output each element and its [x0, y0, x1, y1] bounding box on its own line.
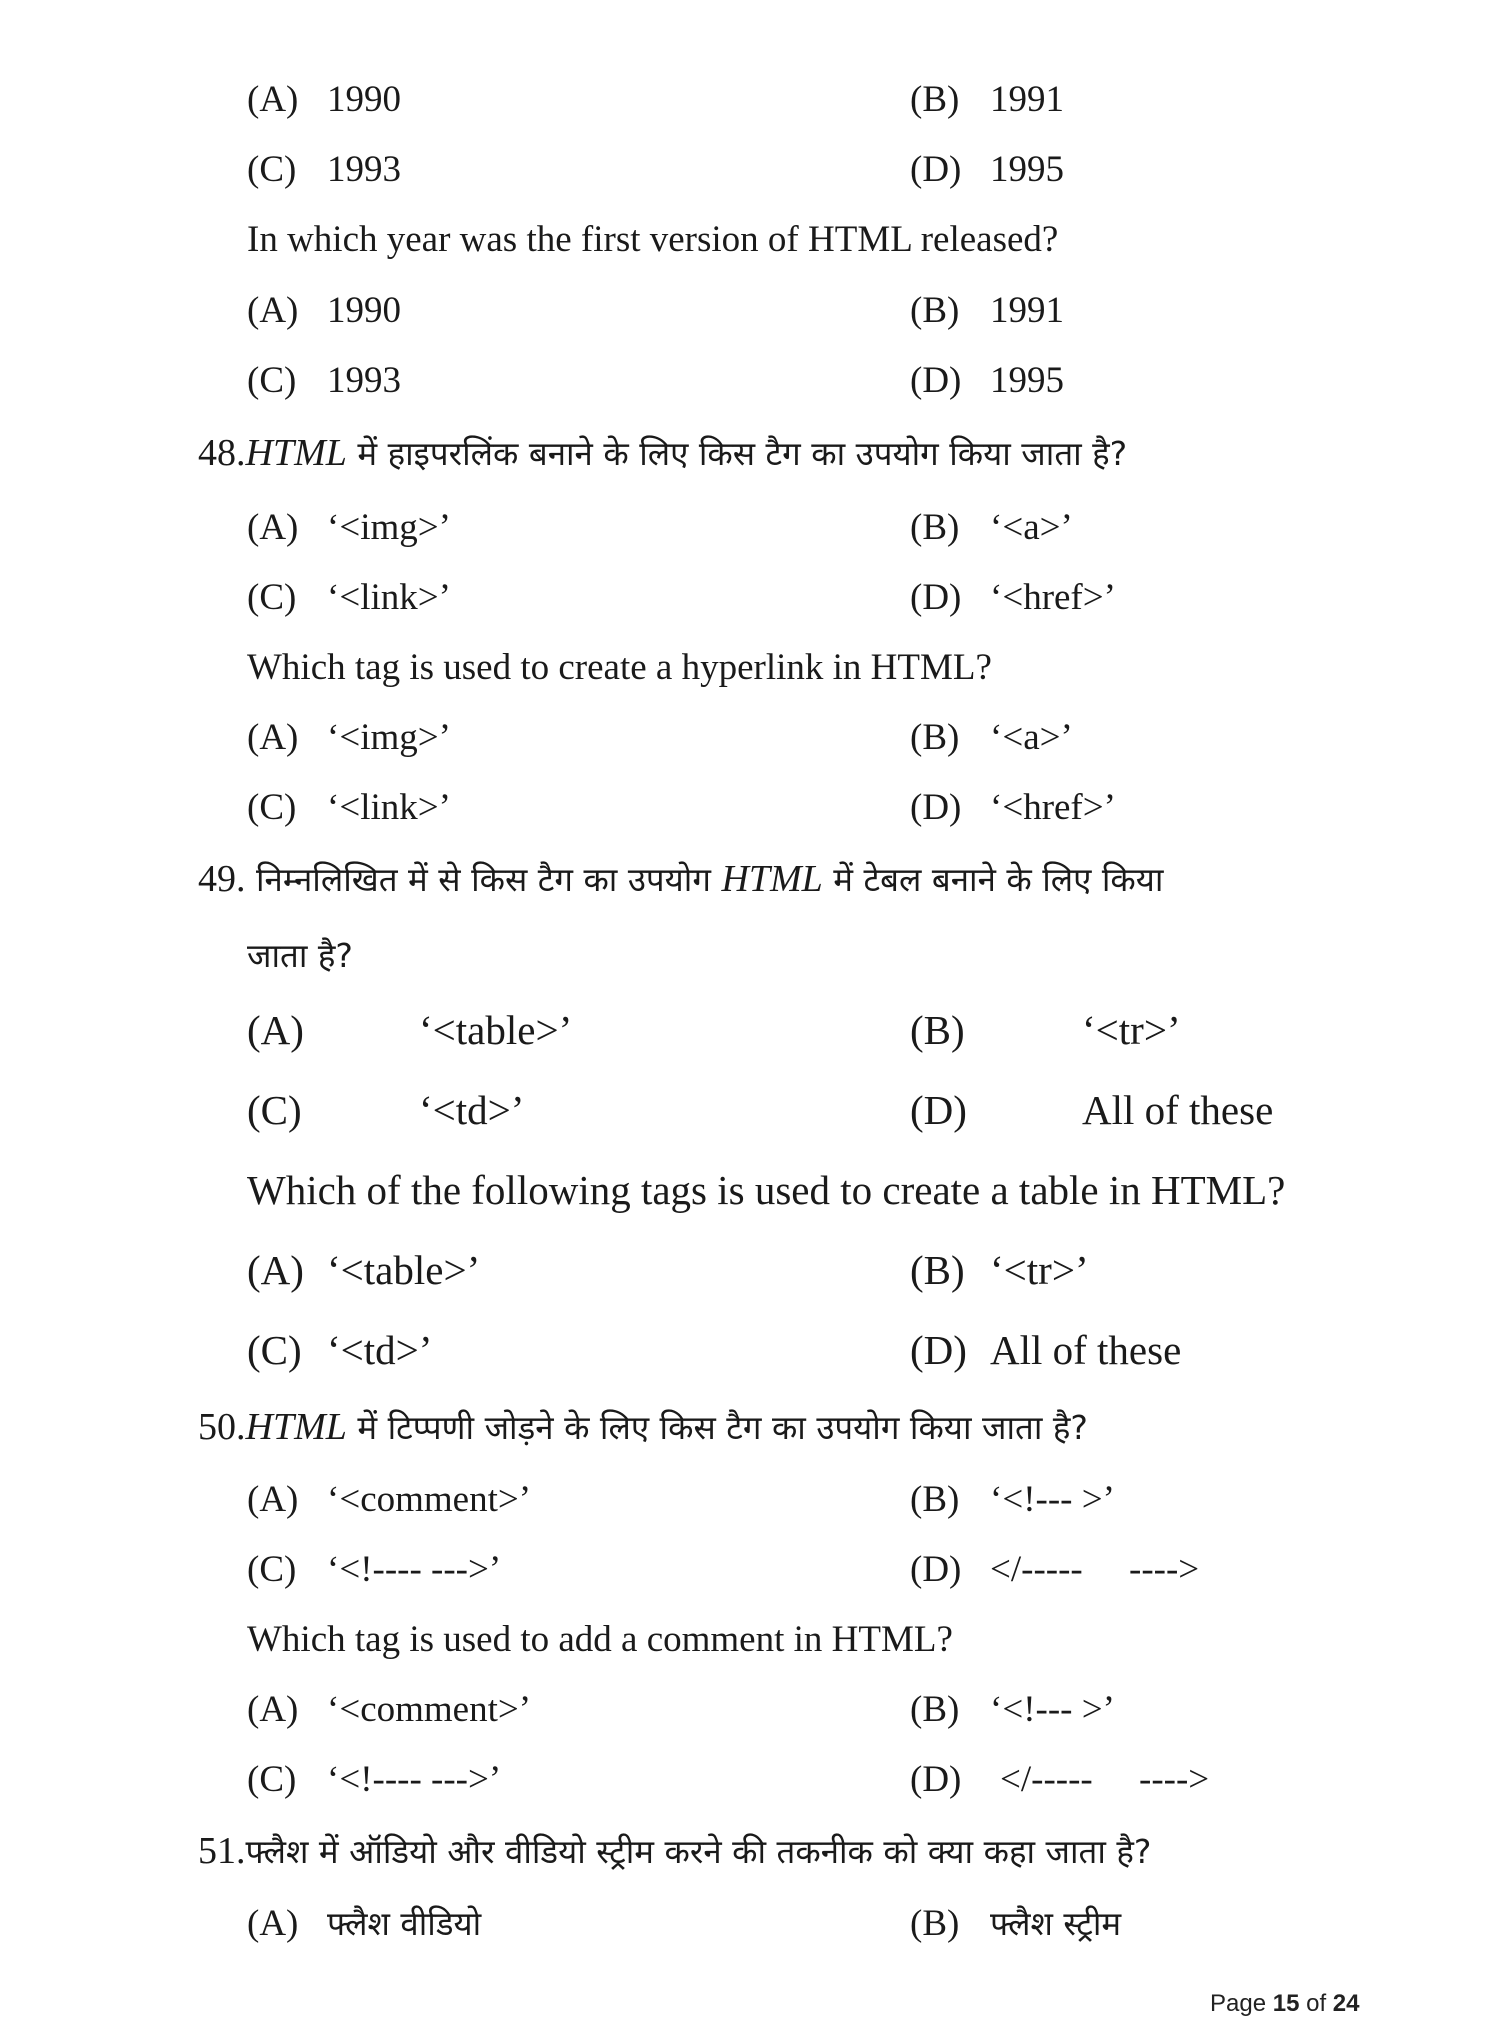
question-49-hindi: 49. निम्नलिखित में से किस टैग का उपयोग HTML में टेबल बनाने के लिए किया: [198, 858, 1164, 900]
question-49-hindi-cont: जाता है?: [247, 936, 353, 975]
option-a: (A) ‘<comment>’: [247, 1479, 532, 1520]
option-d: (D) All of these: [910, 1087, 1274, 1133]
option-b: (B) ‘<tr>’: [910, 1007, 1181, 1053]
option-c: (C) ‘<!---- --->’: [247, 1759, 502, 1800]
option-a: (A) ‘<table>’: [247, 1007, 573, 1053]
question-48-english: Which tag is used to create a hyperlink in HTML?: [247, 647, 992, 688]
option-b: (B) ‘<!--- >’: [910, 1689, 1115, 1730]
question-47-english: In which year was the first version of HTML released?: [247, 219, 1059, 260]
option-b: (B) 1991: [910, 79, 1064, 120]
option-a: (A) 1990: [247, 79, 401, 120]
option-a: (A) ‘<img>’: [247, 717, 451, 758]
option-d: (D) All of these: [910, 1327, 1182, 1373]
option-b: (B) ‘<a>’: [910, 507, 1073, 548]
option-d: (D) ‘<href>’: [910, 577, 1116, 618]
option-c: (C) ‘<td>’: [247, 1087, 525, 1133]
option-b: (B) फ्लैश स्ट्रीम: [910, 1903, 1122, 1944]
option-a: (A) 1990: [247, 290, 401, 331]
option-c: (C) 1993: [247, 149, 401, 190]
option-b: (B) ‘<!--- >’: [910, 1479, 1115, 1520]
option-d: (D) 1995: [910, 360, 1064, 401]
option-d: (D) ‘<href>’: [910, 787, 1116, 828]
option-a: (A) फ्लैश वीडियो: [247, 1903, 482, 1944]
question-50-hindi: 50.HTML में टिप्पणी जोड़ने के लिए किस टैग का उपयोग किया जाता है?: [198, 1406, 1088, 1448]
option-c: (C) ‘<link>’: [247, 787, 451, 828]
question-49-english: Which of the following tags is used to create a table in HTML?: [247, 1167, 1286, 1213]
option-a: (A) ‘<comment>’: [247, 1689, 532, 1730]
option-b: (B) ‘<tr>’: [910, 1247, 1089, 1293]
option-d: (D) 1995: [910, 149, 1064, 190]
option-c: (C) ‘<link>’: [247, 577, 451, 618]
option-d: (D) </----- ---->: [910, 1549, 1200, 1590]
option-a: (A) ‘<table>’: [247, 1247, 481, 1293]
option-c: (C) 1993: [247, 360, 401, 401]
option-d: (D) </----- ---->: [910, 1759, 1210, 1800]
question-50-english: Which tag is used to add a comment in HTML?: [247, 1619, 953, 1660]
question-51-hindi: 51.फ्लैश में ऑडियो और वीडियो स्ट्रीम करने की तकनीक को क्या कहा जाता है?: [198, 1830, 1152, 1872]
option-a: (A) ‘<img>’: [247, 507, 451, 548]
option-b: (B) 1991: [910, 290, 1064, 331]
option-b: (B) ‘<a>’: [910, 717, 1073, 758]
question-48-hindi: 48.HTML में हाइपरलिंक बनाने के लिए किस टैग का उपयोग किया जाता है?: [198, 432, 1128, 474]
option-c: (C) ‘<!---- --->’: [247, 1549, 502, 1590]
option-c: (C) ‘<td>’: [247, 1327, 433, 1373]
page-number: Page 15 of 24: [1210, 1990, 1360, 2017]
